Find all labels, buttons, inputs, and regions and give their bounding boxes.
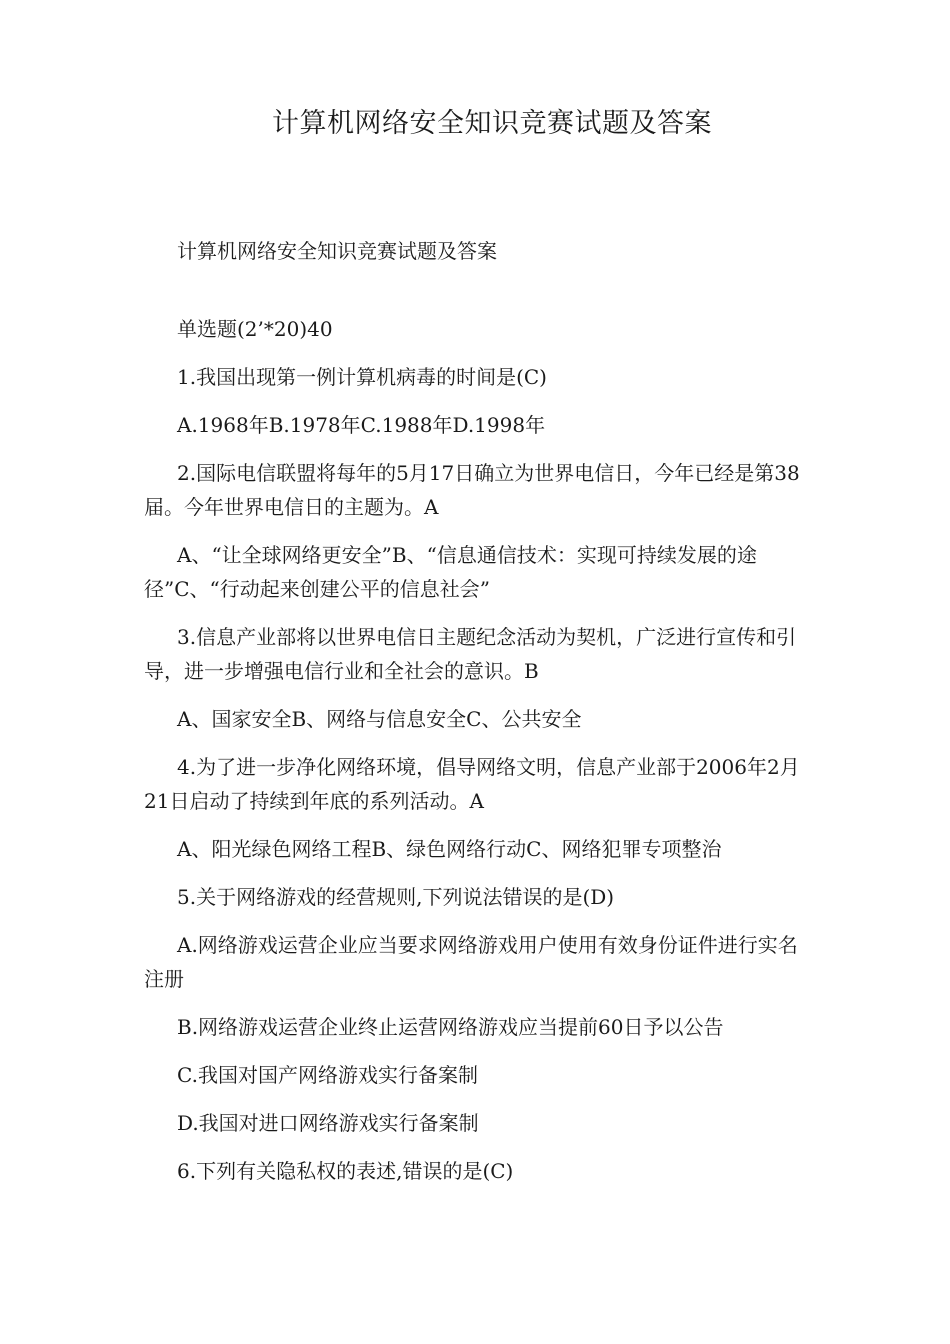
document-title: 计算机网络安全知识竞赛试题及答案 bbox=[272, 108, 712, 139]
question-4-options: A、阳光绿色网络工程B、绿色网络行动C、网络犯罪专项整治 bbox=[177, 837, 722, 861]
question-5-option-a: A.网络游戏运营企业应当要求网络游戏用户使用有效身份证件进行实名注册 bbox=[144, 933, 798, 991]
question-3-options: A、国家安全B、网络与信息安全C、公共安全 bbox=[177, 707, 582, 731]
question-3: 3.信息产业部将以世界电信日主题纪念活动为契机，广泛进行宣传和引导，进一步增强电信行业和全社会的意识。B bbox=[144, 625, 797, 683]
question-1: 1.我国出现第一例计算机病毒的时间是(C) bbox=[177, 365, 547, 389]
section-heading: 计算机网络安全知识竞赛试题及答案 bbox=[177, 239, 497, 263]
question-1-options: A.1968年B.1978年C.1988年D.1998年 bbox=[177, 413, 546, 437]
document-body bbox=[144, 234, 812, 1202]
question-type-heading: 单选题(2’*20)40 bbox=[177, 317, 333, 341]
question-4: 4.为了进一步净化网络环境，倡导网络文明，信息产业部于2006年2月21日启动了持续到年底的系列活动。A bbox=[144, 755, 800, 813]
question-2: 2.国际电信联盟将每年的5月17日确立为世界电信日，今年已经是第38届。今年世界电信日的主题为。A bbox=[144, 461, 800, 519]
question-2-options: A、“让全球网络更安全”B、“信息通信技术：实现可持续发展的途径”C、“行动起来创建公平的信息社会” bbox=[144, 543, 757, 601]
question-5-option-d: D.我国对进口网络游戏实行备案制 bbox=[177, 1111, 479, 1135]
question-5-option-b: B.网络游戏运营企业终止运营网络游戏应当提前60日予以公告 bbox=[177, 1015, 724, 1039]
question-5-option-c: C.我国对国产网络游戏实行备案制 bbox=[177, 1063, 478, 1087]
question-5: 5.关于网络游戏的经营规则,下列说法错误的是(D) bbox=[177, 885, 615, 909]
question-6: 6.下列有关隐私权的表述,错误的是(C) bbox=[177, 1159, 514, 1183]
